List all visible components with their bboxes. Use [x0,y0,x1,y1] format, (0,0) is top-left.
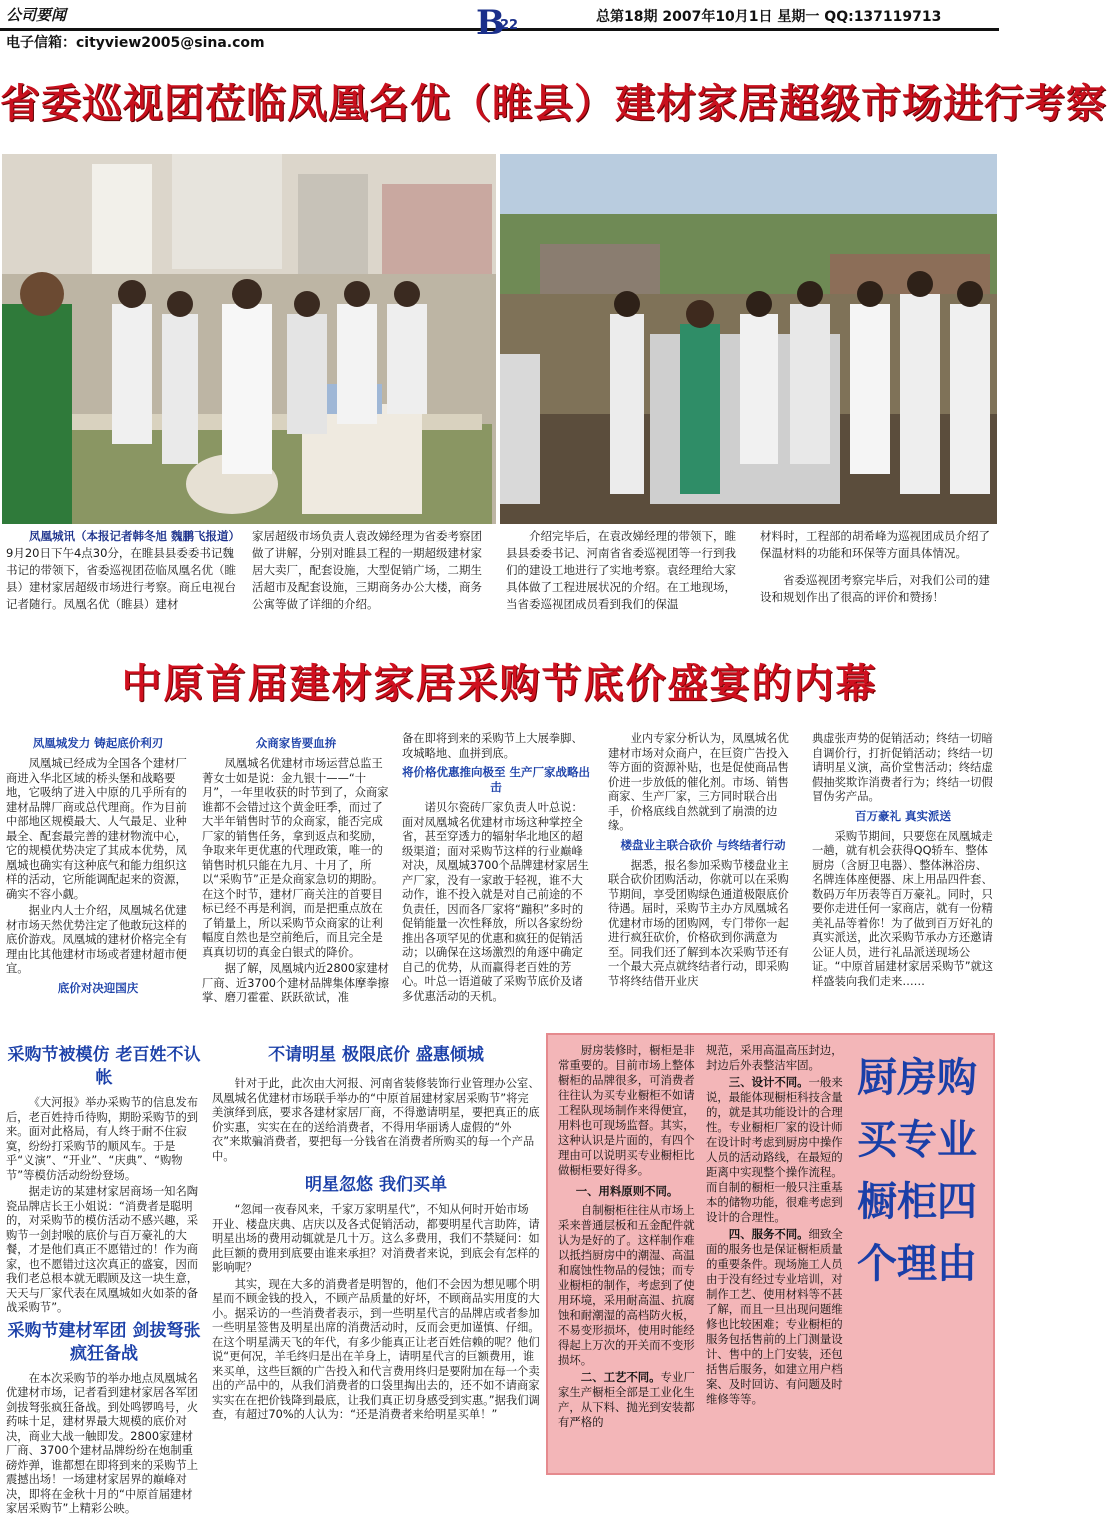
story5-p6: 细致全面的服务也是保证橱柜质量的重要条件。现场施工人员由于没有经过专业培训，对制作工艺、使用材料等不甚了解，而且一旦出现问题维修也比较困难；专业橱柜的服务包括售前的上门测量设计、售中的上门安装，还包括售后服务，如建立用户档案、及时回访、有问题及时维修等等。 [706,1227,843,1406]
story3-head2: 采购节建材军团 剑拔弩张疯狂备战 [7,1320,201,1364]
story2-subhead-2: 底价对决迎国庆 [57,980,139,995]
story1-col1-text: 9月20日下午4点30分，在睢县县委委书记魏书记的带领下，省委巡视团莅临凤凰名优（睢县）建材家居超级市场进行考察。商丘电视台记者随行。凤凰名优（睢县）建材 [6,546,236,611]
story2-c5-p2: 采购节期间，只要您在凤凰城走一趟，就有机会获得QQ轿车、整体厨房（含厨卫电器）、整体淋浴房、名牌连体座便器、床上用品四件套、数码万年历表等百万豪礼。同时，只要你走进任何一家商店，就有一份精美礼品等着你！为了做到百万好礼的真实派送，此次采购节承办方还邀请公证人员，进行礼品派送现场公证。“中原首届建材家居采购节”就这样盛装向我们走来…… [812,829,994,988]
headline-inspection: 省委巡视团莅临凤凰名优（睢县）建材家居超级市场进行考察 [0,80,1107,127]
story2-c5-p1: 典虚张声势的促销活动；终结一切暗自调价行，打折促销活动；终结一切请明星义演，高价堂售活动；终结虚假抽奖欺诈消费者行为；终结一切假冒伪劣产品。 [812,732,993,803]
page-number-logo [476,4,520,42]
story5-col2 [706,1043,844,1467]
story3-p2: 据走访的某建材家居商场一知名陶瓷品牌店长王小姐说：“消费者是聪明的，对采购节的模仿活动不感兴趣，采购节一剑封喉的底价与百万豪礼的大餐，才是他们真正不愿错过的！作为商家，也不愿错过这次真正的盛宴，因而我们老总根本就无暇顾及这一块生意，天天与厂家代表在凤凰城如火如荼的备战采购节”。 [6,1185,199,1314]
photo-inspection-showroom [2,154,496,524]
photo-illustration-showroom [2,154,496,524]
story2-col4 [608,732,798,1024]
email-line: 电子信箱：cityview2005@sina.com [6,35,265,51]
story5-h3: 三、设计不同。 [728,1075,809,1089]
story2-subhead-5: 楼盘业主联合砍价 与终结者行动 [620,837,786,852]
story3-p3: 在本次采购节的举办地点凤凰城名优建材市场，记者看到建材家居各军团剑拔弩张疯狂备战。到处鸣锣鸣号，火药味十足，建材界最大规模的底价对决，商业大战一触即发。2800家建材厂商、3700个建材品牌纷纷在炮制重磅炸弹，谁都想在即将到来的采购节上震撼出场！一场建材家居界的巅峰对决，即将在金秋十月的“中原首届建材家居采购节”上精彩公映。 [6,1371,199,1515]
story4-p3: 其实，现在大多的消费者是明智的，他们不会因为想见哪个明星而不顾金钱的投入，不顾产品质量的好坏，不顾商品实用度的大小。据采访的一些消费者表示，到一些明星代言的品牌店或者参加一些明星签售及明星出席的消费活动时，反而会更加谨慎、仔细。在这个明星满天飞的年代，有多少能真正让老百姓信赖的呢？他们说“更何况，羊毛终归是出在羊身上，请明星代言的巨额费用，谁来买单，这些巨额的广告投入和代言费用终归是要附加在每一个卖出的产品中的，从我们消费者的口袋里掏出去的，还不如不请商家实实在在把价钱降到最底，让我们真正切身感受到实惠。”据我们调查，有超过70%的人认为：“还是消费者来给明星买单！” [212,1277,540,1421]
story2-subhead-4: 将价格优惠推向极至 生产厂家战略出击 [402,765,591,794]
story4-column [212,1040,540,1472]
story1-col3 [506,528,744,640]
story5-p3: 专业厂家生产橱柜全部是工业化生产，从下料、抛光到安装都有严格的 [558,1370,695,1429]
story3-p1: 《大河报》举办采购节的信息发布后，老百姓持币待购，期盼采购节的到来。面对此格局，有人终于耐不住寂寞，纷纷打采购节的顺风车。于是乎“义演”、“开业”、“庆典”、“购物节”等模仿活动纷纷登场。 [6,1096,199,1182]
story5-col1 [558,1043,696,1467]
story2-col2 [202,732,390,1024]
kitchen-cabinet-box [546,1033,995,1475]
story1-byline: 凤凰城讯（本报记者韩冬旭 魏鹏飞报道） [29,529,241,543]
story1-col3-text: 介绍完毕后，在袁改娣经理的带领下，睢县县委委书记、河南省省委巡视团等一行到我们的建设工地进行了实地考察。袁经理给大家具体做了工程进展状况的介绍。在工地现场，当省委巡视团成员看到我们的保温 [506,529,736,611]
story5-p2: 自制橱柜往往从市场上采来普通层板和五金配件就认为是好的了。这样制作难以抵挡厨房中的潮湿、高温和腐蚀性物品的侵蚀；而专业橱柜的制作，考虑到了使用环境，采用耐高温、抗腐蚀和耐潮湿的高档防火板，不易变形损坏，使用时能经得起上万次的开关而不变形损坏。 [558,1203,695,1367]
story2-c1-p1: 凤凰城已经成为全国各个建材厂商进入华北区域的桥头堡和战略要地，它吸纳了进入中原的几乎所有的建材品牌厂商或总代理商。作为目前中部地区规模最大、人气最足、业种最全、配套最完善的建材物流中心，它的规模优势决定了其成本优势，凤凰城也确实有这种底气和能力组织这样的活动，它所能调配起来的资源，确实不容小觑。 [6,757,187,901]
story2-c4-p2: 据悉，报名参加采购节楼盘业主联合砍价团购活动，你就可以在采购节期间，享受团购绿色通道极限底价待遇。届时，采购节主办方凤凰城名优建材市场的团购网，专门带你一起进行疯狂砍价，价格砍到你满意为至。同我们还了解到本次采购节还有一个最大亮点就终结者行动，即采购节将终结借开业庆 [608,858,789,988]
issue-info: 总第18期 2007年10月1日 星期一 QQ:137119713 [596,9,942,25]
story4-p2: “忽闻一夜春风来，千家万家明星代”，不知从何时开始市场开业、楼盘庆典、店庆以及各式促销活动，都要明星代言助阵，请明星出场的费用动辄就是几十万。这么多费用，我们不禁疑问：如此巨额的费用到底要由谁来承担？对消费者来说，到底会有怎样的影响呢？ [212,1203,540,1274]
story1-col2-text: 家居超级市场负责人袁改娣经理为省委考察团做了讲解，分别对睢县工程的一期超级建材家居大卖厂，配套设施，大型促销广场，二期生活超市及配套设施，三期商务办公大楼，商务公寓等做了详细的介绍。 [252,529,482,611]
photo-construction-site [500,154,997,524]
story2-c2-p2: 据了解，凤凰城内近2800家建材厂商、近3700个建材品牌集体摩拳擦掌、磨刀霍霍、跃跃欲试，准 [202,962,389,1004]
story3-column [6,1040,202,1515]
story1-col1 [6,528,241,640]
story5-h2: 二、工艺不同。 [580,1370,661,1384]
story5-p4: 规范，采用高温高压封边，封边后外表整洁牢固。 [706,1043,843,1072]
story1-col2 [252,528,490,640]
story5-p1: 厨房装修时，橱柜是非常重要的。目前市场上整体橱柜的品牌很多，可消费者往往认为买专业橱柜不如请工程队现场制作来得便宜，用料也可现场监督。其实，这种认识是片面的，有四个理由可以说明买专业橱柜比做橱柜要好得多。 [558,1043,695,1177]
story4-head1: 不请明星 极限底价 盛惠倾城 [268,1045,484,1065]
story2-c1-p2: 据业内人士介绍，凤凰城名优建材市场天然优势注定了他敢玩这样的底价游戏。凤凰城的建材价格完全有理由比其他建材市场或者建材超市便宜。 [6,904,187,975]
story2-c2-p1: 凤凰城名优建材市场运营总监王菁女士如是说：金九银十——“十月”，一年里收获的时节到了，众商家谁都不会错过这个黄金旺季，而过了大半年销售时节的众商家，能否完成厂家的销售任务，拿到返点和奖励，争取来年更优惠的代理政策，唯一的销售时机只能在九月、十月了，所以“采购节”正是众商家急切的期盼。在这个时节，建材厂商关注的首要目标已经不再是利润，而是把重点放在了销量上，所以采购节众商家的让利幅度自然也是空前绝后，而且完全是真真切切的真金白银式的降价。 [202,757,389,959]
story4-p1: 针对于此，此次由大河报、河南省装修装饰行业管理办公室、凤凰城名优建材市场联手举办的“中原首届建材家居采购节”将完美演绎到底，要求各建材家居厂商，不得邀请明星，要把真正的底价实惠，实实在在的送给消费者，不得用华丽诱人虚假的“外衣”来欺骗消费者，要把每一分钱省在消费者所购买的每一个产品中。 [212,1077,540,1163]
story2-subhead-1: 凤凰城发力 铸起底价利刃 [32,736,164,750]
story5-h1: 一、用料原则不同。 [575,1184,679,1198]
story5-p5: 一般来说，最能体现橱柜科技含量的，就是其功能设计的合理性。专业橱柜厂家的设计师在设计时考虑到厨房中操作人员的活动路线，在最短的距离中实现整个操作流程。而自制的橱柜一般只注重基本的储物功能，很难考虑到设计的合理性。 [706,1075,843,1224]
story4-head2: 明星忽悠 我们买单 [305,1175,447,1195]
masthead [0,0,999,51]
story2-c3-p1: 诺贝尔瓷砖厂家负责人叶总说：面对凤凰城名优建材市场这种掌控全省，甚至穿透力的辐射华北地区的超级渠道；面对采购节这样的行业巅峰对决，凤凰城3700个品牌建材家居生产厂家，没有一家敢于轻视，谁不大动作，谁不投入就是对自己前途的不负责任，因而各厂家将“蹦积”多时的促销能量一次性释放，所以各家纷纷推出各项罕见的优惠和疯狂的促销活动；以确保在这场激烈的角逐中确定自己的优势，从而赢得老百姓的芳心。叶总一语道破了采购节底价及诸多优惠活动的天机。 [402,801,589,1003]
page-number: 22 [500,18,519,33]
story2-col3 [402,732,590,1024]
section-name: 公司要闻 [6,6,67,24]
story1-col4a-text: 材料时，工程部的胡希峰为巡视团成员介绍了保温材料的功能和环保等方面具体情况。 [760,529,990,560]
story2-c4-p1: 业内专家分析认为，凤凰城名优建材市场对众商户，在巨资广告投入等方面的资源补贴，也是促使商品售价进一步放低的催化剂。市场、销售商家、生产厂家，三方同时联合出手，价格底线自然就到了崩溃的边缘。 [608,732,789,832]
story2-col5 [812,732,994,1024]
story5-h4: 四、服务不同。 [728,1227,809,1241]
story3-head1: 采购节被模仿 老百姓不认帐 [7,1045,201,1088]
story2-subhead-6: 百万豪礼 真实派送 [854,808,951,823]
story1-col4 [760,528,994,640]
story2-col1 [6,732,190,1024]
story1-col4b-text: 省委巡视团考察完毕后，对我们公司的建设和规划作出了很高的评价和赞扬！ [760,573,990,604]
headline-procurement-festival: 中原首届建材家居采购节底价盛宴的内幕 [121,661,878,707]
photo-illustration-site [500,154,997,524]
page-letter: B [476,3,505,43]
story2-c3-p0: 备在即将到来的采购节上大展拳脚、攻城略地、血拼到底。 [402,732,583,760]
story2-subhead-3: 众商家皆要血拚 [255,736,337,750]
story5-vertical-title: 厨房购买专业橱柜四个理由 [857,1054,977,1287]
